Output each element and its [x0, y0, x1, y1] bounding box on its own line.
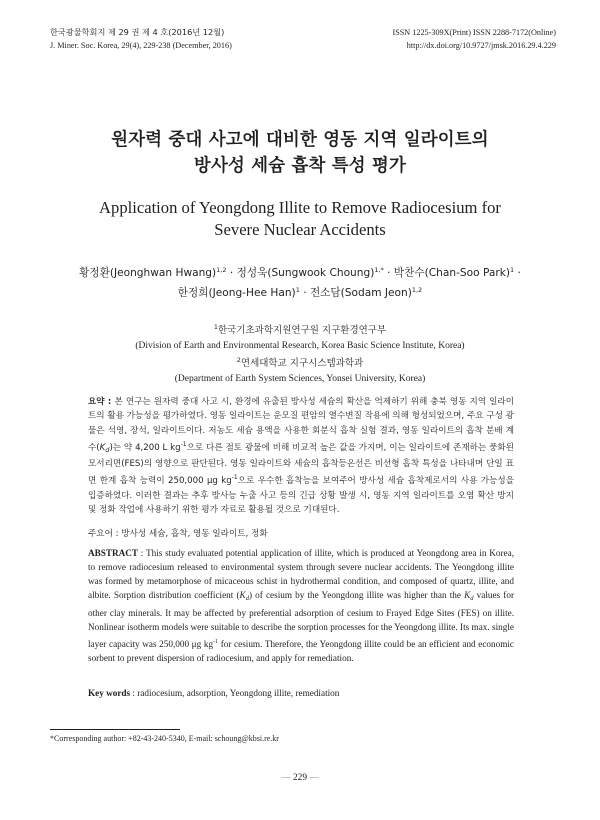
author-list	[0, 262, 600, 302]
doi-link[interactable]: http://dx.doi.org/10.9727/jmsk.2016.29.4.229	[406, 41, 556, 50]
abstract-korean-label: 요약 :	[88, 397, 115, 407]
title-korean-line-2: 방사성 세슘 흡착 특성 평가	[193, 156, 406, 176]
unit-exponent: -1	[180, 440, 187, 448]
title-english-line-1: Application of Yeongdong Illite to Remove Radiocesium for	[99, 198, 501, 217]
journal-name-korean: 한국광물학회지 제 29 권 제 4 호(2016년 12월)	[50, 27, 225, 37]
affiliations	[0, 320, 600, 386]
abstract-english-colon: :	[138, 548, 146, 558]
page-dash-right: —	[309, 773, 319, 783]
keywords-english-colon: :	[130, 688, 138, 698]
footnote-divider	[50, 729, 180, 730]
author-affiliation-mark: 1,*	[374, 266, 384, 274]
keywords-english-label: Key words	[88, 688, 131, 698]
kd-symbol: K	[464, 590, 471, 601]
journal-header-right	[392, 26, 556, 52]
title-english	[0, 197, 600, 241]
keywords-korean-text: 방사성 세슘, 흡착, 영동 일라이트, 정화	[121, 529, 268, 539]
affiliation-text: 연세대학교 지구시스템과학과	[240, 358, 364, 369]
author-name: 전소담(Sodam Jeon)	[309, 287, 412, 299]
title-korean-line-1: 원자력 중대 사고에 대비한 영동 지역 일라이트의	[111, 130, 489, 150]
author-name: 박찬수(Chan-Soo Park)	[393, 267, 510, 279]
abstract-korean	[88, 395, 514, 517]
author-separator: ·	[299, 287, 310, 299]
keywords-english	[88, 686, 514, 700]
affiliation-2-korean	[0, 353, 600, 372]
author-name: 한정희(Jeong-Hee Han)	[177, 287, 296, 299]
author-affiliation-mark: 1	[295, 286, 300, 294]
page-dash-left: —	[281, 773, 291, 783]
kd-symbol: K	[99, 442, 106, 453]
affiliation-1-korean	[0, 320, 600, 339]
abstract-english-text: values for other clay minerals. It may be affected by preferential adsorption of cesium to Frayed Edge Sites (FES) on illite. Nonlinear isotherm models were suitable to describe the sorption processes for the Yeongdong illite. Its max. single layer capacity was 250,000 μg kg	[88, 590, 515, 649]
affiliation-2-english: (Department of Earth System Sciences, Yonsei University, Korea)	[174, 373, 426, 384]
author-name: 정성욱(Sungwook Choung)	[236, 267, 375, 279]
journal-header-left	[50, 26, 232, 52]
author-separator: ·	[514, 267, 521, 279]
affiliation-mark: 1	[213, 323, 218, 331]
author-separator: ·	[226, 267, 237, 279]
keywords-korean	[88, 527, 514, 541]
affiliation-mark: 2	[236, 356, 241, 364]
author-line-1	[0, 262, 600, 282]
author-affiliation-mark: 1,2	[411, 286, 423, 294]
title-english-line-2: Severe Nuclear Accidents	[214, 220, 386, 239]
kd-subscript: d	[105, 445, 110, 454]
page-number-footer	[0, 773, 600, 783]
issn-line: ISSN 1225-309X(Print) ISSN 2288-7172(Online)	[392, 28, 556, 37]
kd-symbol: K	[239, 590, 246, 601]
abstract-english-text: for cesium. Therefore, the Yeongdong illite could be an efficient and economic sorbent to prevent dispersion of radiocesium, and apply for remediation.	[88, 638, 514, 663]
abstract-english-label: ABSTRACT	[88, 548, 139, 558]
abstract-english	[88, 546, 514, 665]
author-affiliation-mark: 1	[509, 266, 515, 274]
unit-exponent: -1	[231, 474, 238, 482]
kd-subscript: d	[245, 595, 249, 603]
keywords-english-text: radiocesium, adsorption, Yeongdong illite, remediation	[137, 688, 340, 698]
kd-subscript: d	[470, 595, 474, 603]
corresponding-author-footnote: *Corresponding author: +82-43-240-5340, E-mail: schoung@kbsi.re.kr	[50, 734, 279, 743]
abstract-english-text: This study evaluated potential application of illite, which is produced at Yeongdong area in Korea, to remove radiocesium released to environmental system through severe nuclear accidents. The Yeongdong illite was formed by metamorphose of micaceous schist in hydrothermal condition, and composed of quartz, illite, and albite. Sorption distribution coefficient (	[88, 548, 514, 601]
author-separator: ·	[383, 267, 394, 279]
affiliation-1-english: (Division of Earth and Environmental Research, Korea Basic Science Institute, Korea)	[135, 340, 465, 351]
title-korean	[0, 127, 600, 179]
abstract-korean-text: 본 연구는 원자력 중대 사고 시, 환경에 유출된 방사성 세슘의 확산을 억제하기 위해 충북 영동 지역 일라이트의 활용 가능성을 평가하였다. 영동 일라이트는 운모질 편암의 열수변질 작용에 의해 형성되었으며, 주요 구성 광물은 석영, 장석, 일라이트이다. 저농도 세슘 용액을 사용한 회분식 흡착 실험 결과, 영동 일라이트의 흡착 분배 계수(	[88, 397, 515, 453]
abstract-korean-text: )는 약 4,200 L kg	[109, 442, 181, 453]
abstract-korean-text: 으로 우수한 흡착능을 보여주어 방사성 세슘 흡착제로서의 사용 가능성을 입증하였다. 이러한 결과는 추후 방사능 누출 사고 등의 긴급 상황 발생 시, 영동 지역 일라이트를 오염 확산 방지 및 정화 작업에 사용하기 위한 평가 자료로 활용될 것으로 기대된다.	[88, 476, 514, 516]
author-affiliation-mark: 1,2	[216, 266, 227, 274]
keywords-korean-label: 주요어 :	[88, 529, 122, 539]
page-number: 229	[292, 773, 308, 783]
author-line-2	[0, 282, 600, 302]
author-name: 황정환(Jeonghwan Hwang)	[79, 267, 217, 279]
abstract-english-text: ) of cesium by the Yeongdong illite was higher than the	[248, 590, 465, 601]
affiliation-text: 한국기초과학지원연구원 지구환경연구부	[217, 325, 387, 336]
journal-citation: J. Miner. Soc. Korea, 29(4), 229-238 (December, 2016)	[50, 41, 232, 50]
unit-exponent: -1	[213, 638, 219, 645]
abstract-korean-text: 으로 다른 점토 광물에 비해 비교적 높은 값을 가지며, 이는 일라이트에 존재하는 풍화된 모서리면(FES)의 영향으로 판단된다. 영동 일라이트와 세슘의 흡착등온선은 비선형 흡착 특성을 나타내며 단일 표면 한계 흡착 능력이 250,000 μg kg	[88, 442, 514, 487]
